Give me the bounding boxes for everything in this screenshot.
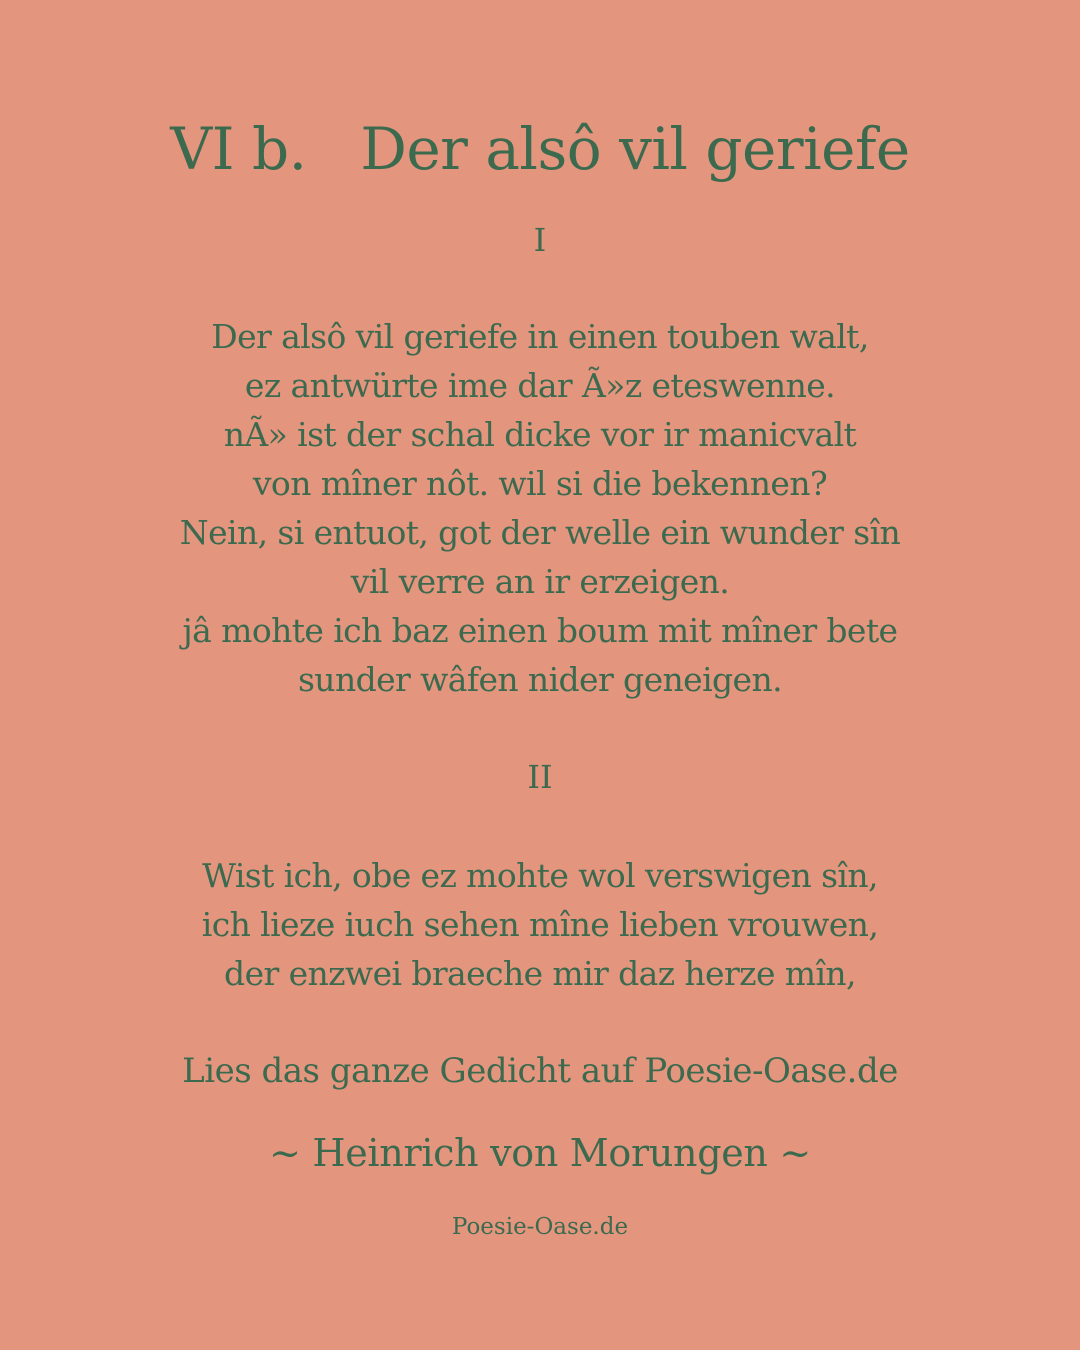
poem-author: ~ Heinrich von Morungen ~ xyxy=(269,1131,811,1175)
poem-line: von mîner nôt. wil si die bekennen? xyxy=(252,464,828,503)
poem-line: jâ mohte ich baz einen boum mit mîner bete xyxy=(182,611,898,650)
poem-line: vil verre an ir erzeigen. xyxy=(350,562,730,601)
poem-line: Wist ich, obe ez mohte wol verswigen sîn, xyxy=(202,856,878,895)
poem-line: Nein, si entuot, got der welle ein wunder sîn xyxy=(179,513,901,552)
site-watermark: Poesie-Oase.de xyxy=(451,1214,629,1240)
poem-line: nÃ» ist der schal dicke vor ir manicvalt xyxy=(223,415,857,454)
poem-line: ez antwürte ime dar Ã»z eteswenne. xyxy=(244,366,836,405)
poem-title: VI b. Der alsô vil geriefe xyxy=(170,115,910,183)
stanza-2 xyxy=(0,851,1080,998)
poem-line: Der alsô vil geriefe in einen touben walt, xyxy=(211,317,869,356)
poem-line: ich lieze iuch sehen mîne lieben vrouwen, xyxy=(201,905,879,944)
section-number-2: II xyxy=(527,758,553,796)
stanza-1 xyxy=(0,312,1080,704)
section-number-1: I xyxy=(533,221,547,259)
read-full-poem-link[interactable]: Lies das ganze Gedicht auf Poesie-Oase.de xyxy=(182,1051,898,1091)
poem-line: der enzwei braeche mir daz herze mîn, xyxy=(224,954,856,993)
poem-line: sunder wâfen nider geneigen. xyxy=(297,660,783,699)
